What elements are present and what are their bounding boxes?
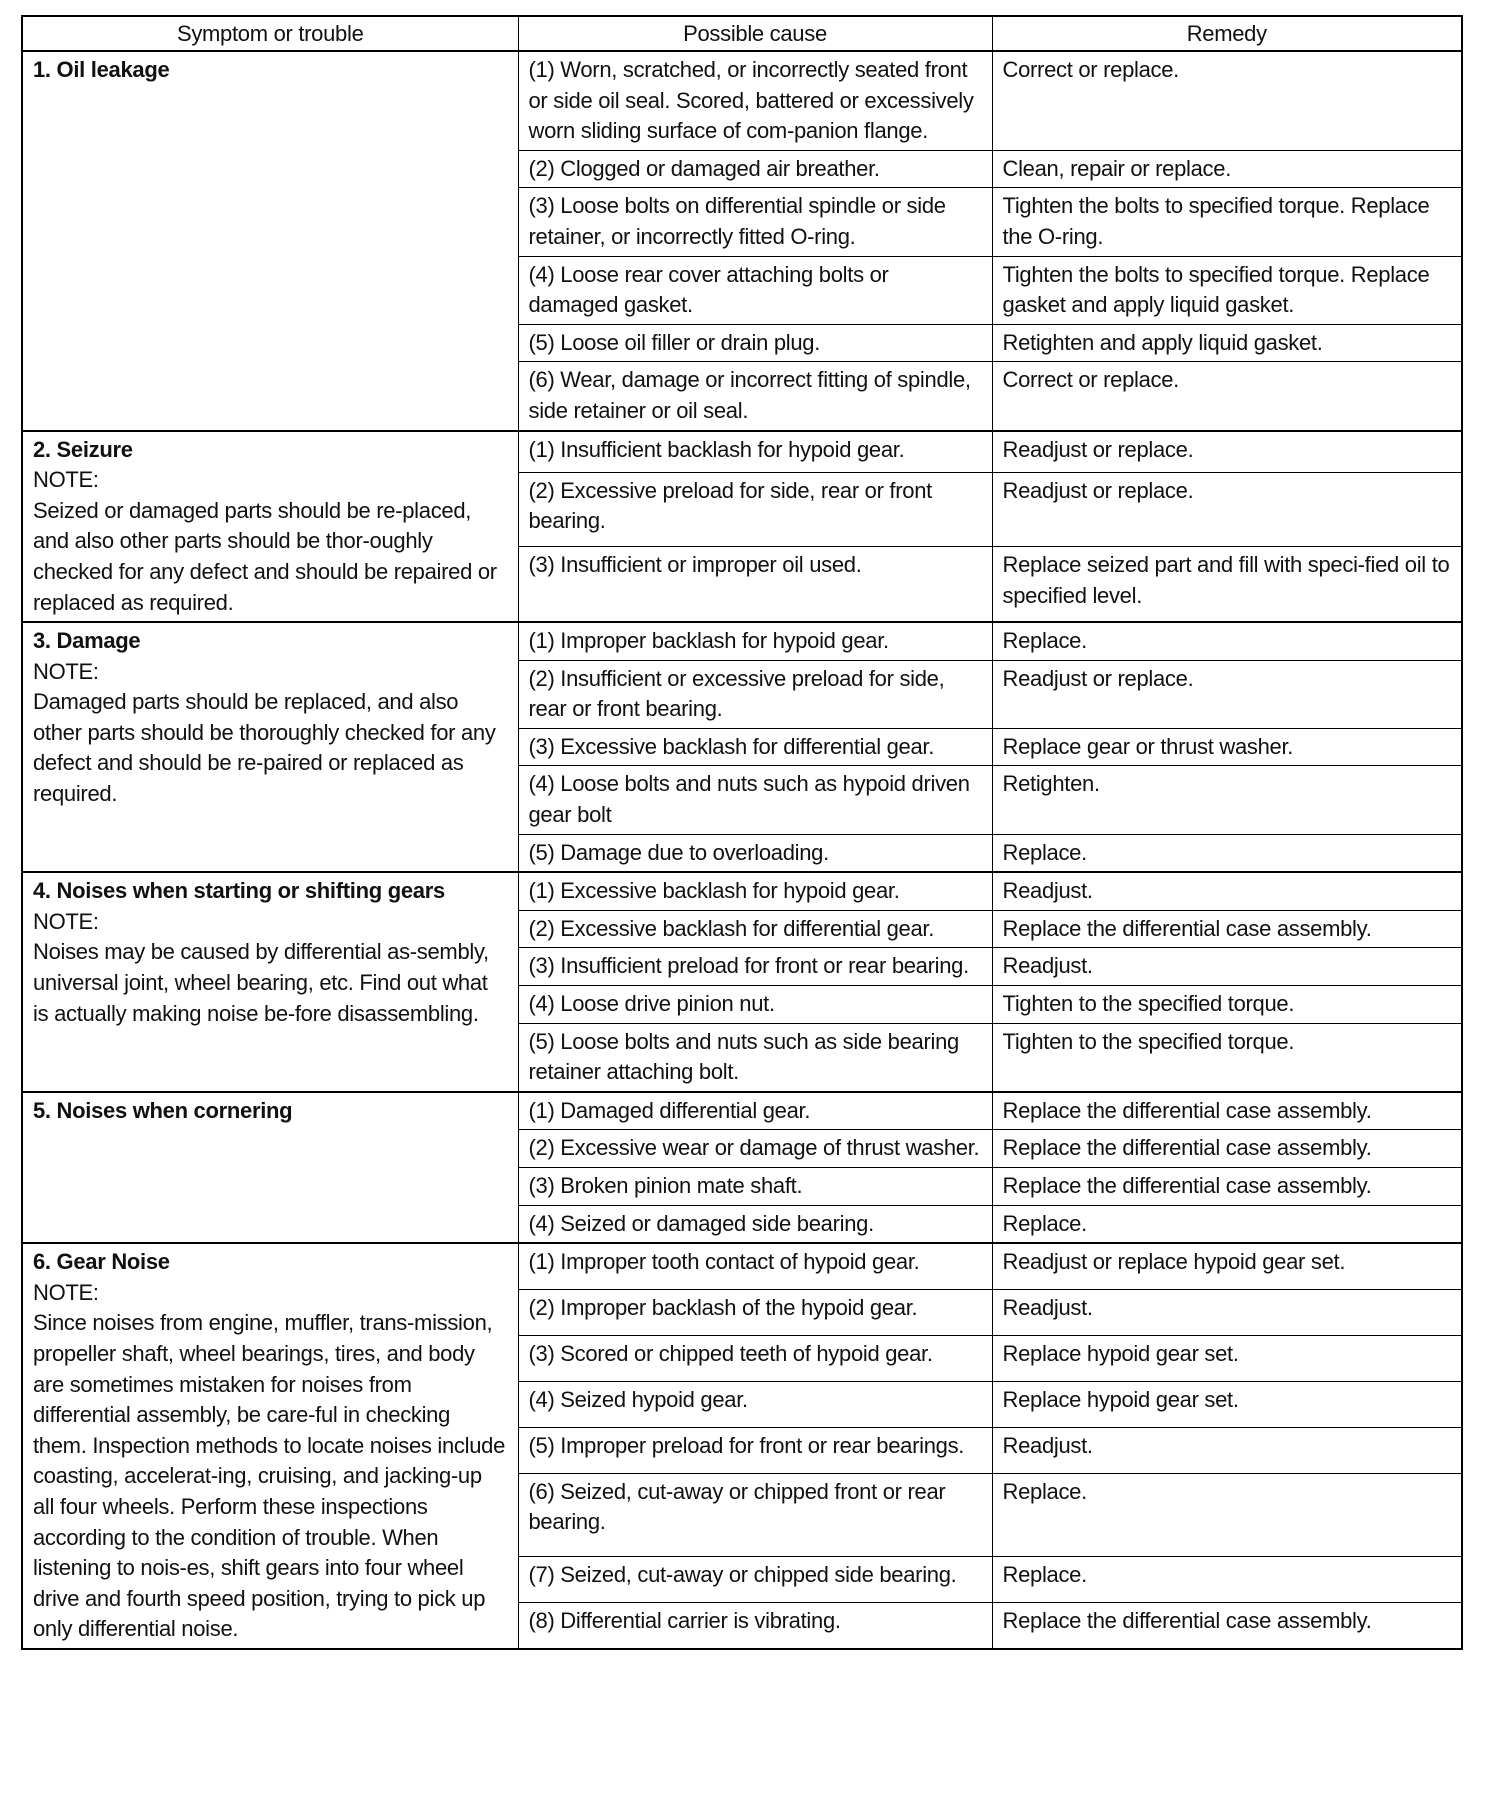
remedy-cell: Readjust or replace hypoid gear set. bbox=[992, 1243, 1462, 1290]
table-row bbox=[22, 622, 1462, 660]
remedy-cell: Replace the differential case assembly. bbox=[992, 1168, 1462, 1206]
cause-cell: (3) Insufficient or improper oil used. bbox=[518, 547, 992, 622]
header-remedy: Remedy bbox=[992, 16, 1462, 51]
cause-cell: (3) Loose bolts on differential spindle or side retainer, or incorrectly fitted O-ring. bbox=[518, 188, 992, 256]
symptom-title: 1. Oil leakage bbox=[33, 57, 170, 82]
symptom-cell bbox=[22, 51, 518, 431]
table-row bbox=[22, 51, 1462, 150]
remedy-cell: Retighten and apply liquid gasket. bbox=[992, 324, 1462, 362]
remedy-cell: Replace the differential case assembly. bbox=[992, 1092, 1462, 1130]
cause-cell: (4) Loose drive pinion nut. bbox=[518, 986, 992, 1024]
remedy-cell: Readjust. bbox=[992, 872, 1462, 910]
symptom-title: 6. Gear Noise bbox=[33, 1249, 170, 1275]
table-row bbox=[22, 1092, 1462, 1130]
cause-cell: (5) Loose bolts and nuts such as side bearing retainer attaching bolt. bbox=[518, 1023, 992, 1092]
note-text: Noises may be caused by differential as-sembly, universal joint, wheel bearing, etc. Find out what is actually making noise be-fore disassembling. bbox=[33, 939, 489, 1026]
remedy-cell: Replace. bbox=[992, 1556, 1462, 1602]
cause-cell: (3) Excessive backlash for differential gear. bbox=[518, 728, 992, 766]
remedy-cell: Readjust. bbox=[992, 948, 1462, 986]
remedy-cell: Replace the differential case assembly. bbox=[992, 910, 1462, 948]
remedy-cell: Tighten to the specified torque. bbox=[992, 986, 1462, 1024]
symptom-title: 5. Noises when cornering bbox=[33, 1097, 293, 1123]
cause-cell: (4) Loose rear cover attaching bolts or damaged gasket. bbox=[518, 256, 992, 324]
note-label: NOTE: bbox=[33, 658, 99, 684]
symptom-cell bbox=[22, 431, 518, 623]
remedy-cell: Replace the differential case assembly. bbox=[992, 1602, 1462, 1649]
symptom-cell bbox=[22, 622, 518, 872]
remedy-cell: Readjust. bbox=[992, 1427, 1462, 1473]
cause-cell: (8) Differential carrier is vibrating. bbox=[518, 1602, 992, 1649]
table-body bbox=[22, 51, 1462, 1649]
cause-cell: (4) Loose bolts and nuts such as hypoid driven gear bolt bbox=[518, 766, 992, 834]
note-text: Since noises from engine, muffler, trans-mission, propeller shaft, wheel bearings, tires, and body are sometimes mistaken for noises from differential assembly, be care-ful in checking them. Inspection methods to locate noises include coasting, accelerat-ing, cruising, and jacking-up all four wheels. Perform these inspections according to the condition of trouble. When listening to nois-es, shift gears into four wheel drive and fourth speed position, trying to pick up only differential noise. bbox=[33, 1310, 506, 1642]
cause-cell: (5) Improper preload for front or rear bearings. bbox=[518, 1427, 992, 1473]
remedy-cell: Replace. bbox=[992, 622, 1462, 660]
header-symptom: Symptom or trouble bbox=[22, 16, 518, 51]
remedy-cell: Replace. bbox=[992, 834, 1462, 872]
cause-cell: (1) Improper backlash for hypoid gear. bbox=[518, 622, 992, 660]
cause-cell: (2) Insufficient or excessive preload for side, rear or front bearing. bbox=[518, 660, 992, 728]
cause-cell: (1) Excessive backlash for hypoid gear. bbox=[518, 872, 992, 910]
note-text: Seized or damaged parts should be re-placed, and also other parts should be thor-oughly checked for any defect and should be repaired or replaced as required. bbox=[33, 497, 497, 615]
remedy-cell: Replace. bbox=[992, 1473, 1462, 1556]
cause-cell: (3) Insufficient preload for front or rear bearing. bbox=[518, 948, 992, 986]
symptom-cell bbox=[22, 1092, 518, 1243]
symptom-title: 2. Seizure bbox=[33, 436, 133, 462]
cause-cell: (3) Scored or chipped teeth of hypoid gear. bbox=[518, 1336, 992, 1382]
table-row bbox=[22, 431, 1462, 473]
remedy-cell: Readjust or replace. bbox=[992, 431, 1462, 473]
remedy-cell: Replace. bbox=[992, 1205, 1462, 1243]
cause-cell: (5) Damage due to overloading. bbox=[518, 834, 992, 872]
cause-cell: (2) Excessive preload for side, rear or front bearing. bbox=[518, 472, 992, 547]
cause-cell: (2) Clogged or damaged air breather. bbox=[518, 150, 992, 188]
cause-cell: (1) Insufficient backlash for hypoid gear. bbox=[518, 431, 992, 473]
remedy-cell: Replace hypoid gear set. bbox=[992, 1381, 1462, 1427]
table-row bbox=[22, 872, 1462, 910]
note-label: NOTE: bbox=[33, 908, 99, 934]
remedy-cell: Correct or replace. bbox=[992, 51, 1462, 150]
header-cause: Possible cause bbox=[518, 16, 992, 51]
troubleshooting-table bbox=[21, 15, 1463, 1650]
cause-cell: (2) Improper backlash of the hypoid gear. bbox=[518, 1290, 992, 1336]
remedy-cell: Replace gear or thrust washer. bbox=[992, 728, 1462, 766]
remedy-cell: Replace the differential case assembly. bbox=[992, 1130, 1462, 1168]
remedy-cell: Readjust. bbox=[992, 1290, 1462, 1336]
symptom-cell bbox=[22, 872, 518, 1092]
note-label: NOTE: bbox=[33, 1279, 99, 1305]
remedy-cell: Tighten to the specified torque. bbox=[992, 1023, 1462, 1092]
remedy-cell: Replace seized part and fill with speci-fied oil to specified level. bbox=[992, 547, 1462, 622]
note-text: Damaged parts should be replaced, and also other parts should be thoroughly checked for any defect and should be re-paired or replaced as required. bbox=[33, 689, 496, 807]
remedy-cell: Tighten the bolts to specified torque. Replace gasket and apply liquid gasket. bbox=[992, 256, 1462, 324]
remedy-cell: Readjust or replace. bbox=[992, 660, 1462, 728]
cause-cell: (7) Seized, cut-away or chipped side bearing. bbox=[518, 1556, 992, 1602]
cause-cell: (2) Excessive wear or damage of thrust washer. bbox=[518, 1130, 992, 1168]
remedy-cell: Clean, repair or replace. bbox=[992, 150, 1462, 188]
remedy-cell: Readjust or replace. bbox=[992, 472, 1462, 547]
cause-cell: (1) Improper tooth contact of hypoid gear. bbox=[518, 1243, 992, 1290]
cause-cell: (6) Wear, damage or incorrect fitting of spindle, side retainer or oil seal. bbox=[518, 362, 992, 431]
remedy-cell: Tighten the bolts to specified torque. Replace the O-ring. bbox=[992, 188, 1462, 256]
symptom-title: 3. Damage bbox=[33, 628, 141, 654]
note-label: NOTE: bbox=[33, 467, 99, 493]
cause-cell: (1) Worn, scratched, or incorrectly seated front or side oil seal. Scored, battered or excessively worn sliding surface of com-panion flange. bbox=[518, 51, 992, 150]
cause-cell: (1) Damaged differential gear. bbox=[518, 1092, 992, 1130]
header-row bbox=[22, 16, 1462, 51]
remedy-cell: Retighten. bbox=[992, 766, 1462, 834]
cause-cell: (6) Seized, cut-away or chipped front or rear bearing. bbox=[518, 1473, 992, 1556]
cause-cell: (3) Broken pinion mate shaft. bbox=[518, 1168, 992, 1206]
remedy-cell: Replace hypoid gear set. bbox=[992, 1336, 1462, 1382]
cause-cell: (4) Seized hypoid gear. bbox=[518, 1381, 992, 1427]
cause-cell: (2) Excessive backlash for differential gear. bbox=[518, 910, 992, 948]
symptom-cell bbox=[22, 1243, 518, 1649]
remedy-cell: Correct or replace. bbox=[992, 362, 1462, 431]
symptom-title: 4. Noises when starting or shifting gears bbox=[33, 878, 445, 904]
cause-cell: (5) Loose oil filler or drain plug. bbox=[518, 324, 992, 362]
table-row bbox=[22, 1243, 1462, 1290]
cause-cell: (4) Seized or damaged side bearing. bbox=[518, 1205, 992, 1243]
